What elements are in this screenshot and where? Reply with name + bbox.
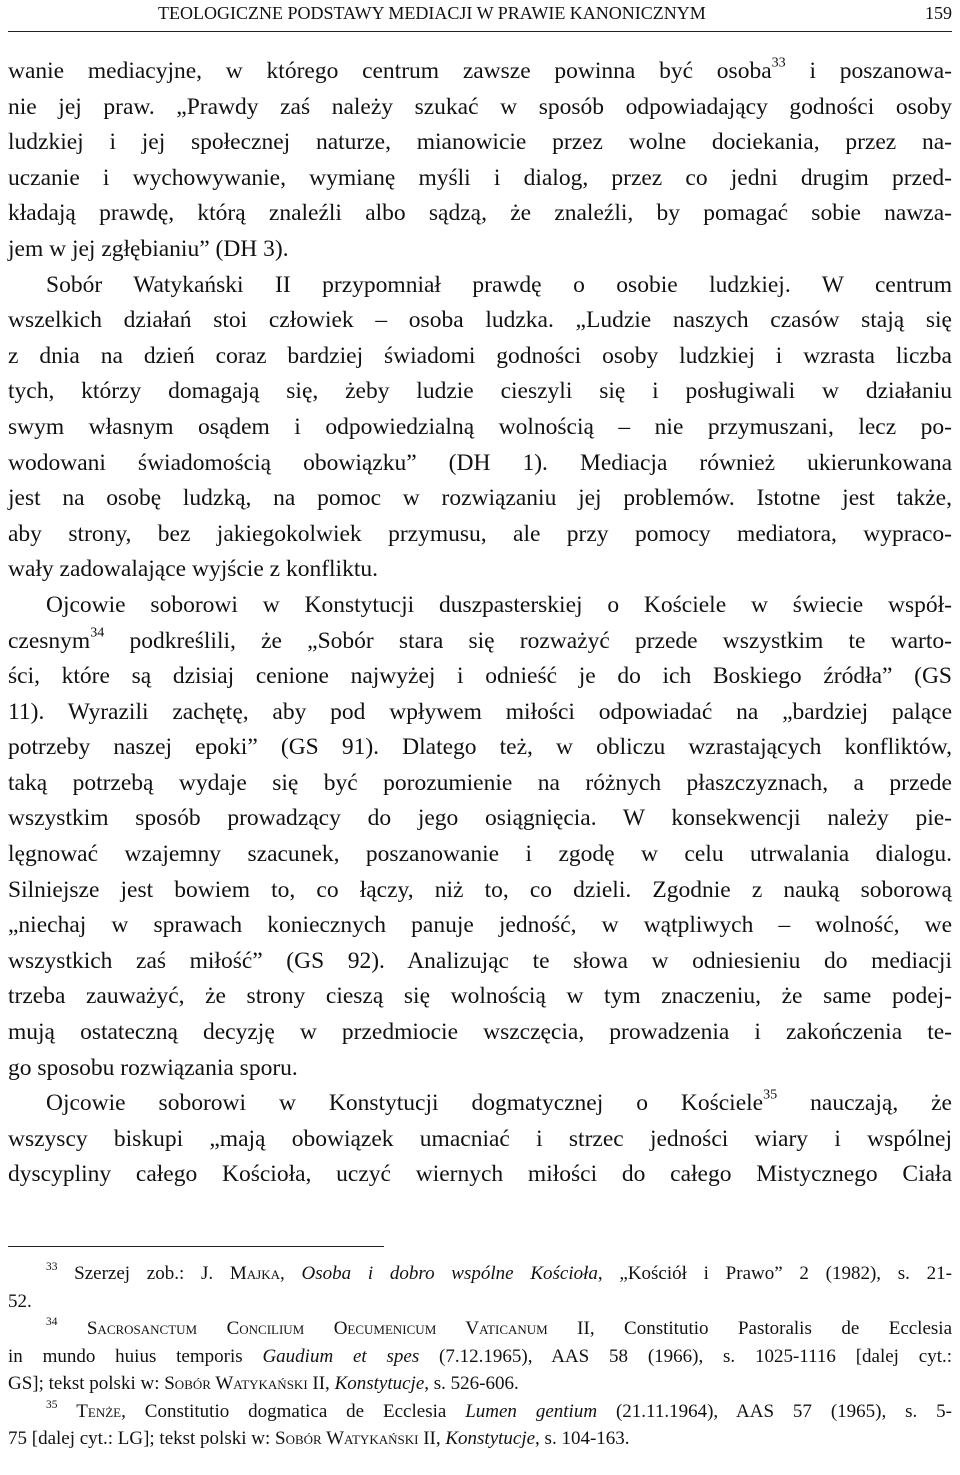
footnote-number: 35 bbox=[46, 1398, 58, 1411]
body-line: wszystkim sposób prowadzący do jego osiągnięcia. W konsekwencji należy pie- bbox=[8, 805, 952, 832]
body-line: z dnia na dzień coraz bardziej świadomi godności osoby ludzkiej i wzrasta liczba bbox=[8, 342, 952, 369]
body-line: lęgnować wzajemny szacunek, poszanowanie i zgodę w celu utrwalania dialogu. bbox=[8, 841, 952, 868]
body-line: kładają prawdę, którą znaleźli albo sądzą, że znaleźli, by pomagać sobie nawza- bbox=[8, 200, 952, 227]
footnotes bbox=[8, 1260, 952, 1453]
footnote-34-continued: in mundo huius temporis Gaudium et spes (7.12.1965), AAS 58 (1966), s. 1025-1116 [dalej cyt.: bbox=[8, 1345, 953, 1367]
body-line: tych, którzy domagają się, żeby ludzie cieszyli się i posługiwali w działaniu bbox=[8, 378, 952, 405]
body-line: wanie mediacyjne, w którego centrum zawsze powinna być osoba$^{33}$ i poszanowa- bbox=[8, 54, 952, 84]
body-line: trzeba zauważyć, że strony cieszą się wolnością w tym znaczeniu, że same podej- bbox=[8, 983, 952, 1010]
footnote-35-continued: 75 [dalej cyt.: LG]; tekst polski w: Sobór Watykański II, Konstytucje, s. 104-163. bbox=[8, 1428, 630, 1449]
footnote-number: 33 bbox=[46, 1260, 58, 1273]
body-line: mują ostateczną decyzję w przedmiocie wszczęcia, prowadzenia i zakończenia te- bbox=[8, 1019, 952, 1046]
body-line: swym własnym osądem i odpowiedzialną wolnością – nie przymuszani, lecz po- bbox=[8, 413, 952, 440]
body-line: wszelkich działań stoi człowiek – osoba ludzka. „Ludzie naszych czasów stają się bbox=[8, 307, 952, 334]
footnote-34: $^{34}$ Sacrosanctum Concilium Oecumenicum Vaticanum II, Constitutio Pastoralis de Ecclesia bbox=[46, 1315, 953, 1339]
body-line: taką potrzebą wydaje się być porozumienie na różnych płaszczyznach, a przede bbox=[8, 769, 952, 796]
footnote-35: $^{35}$ Tenże, Constitutio dogmatica de Ecclesia Lumen gentium (21.11.1964), AAS 57 (1965), s. 5- bbox=[46, 1398, 952, 1422]
body-line: ludzkiej i jej społecznej naturze, mianowicie przez wolne dociekania, przez na- bbox=[8, 129, 952, 156]
body-line: aby strony, bez jakiegokolwiek przymusu, ale przy pomocy mediatora, wypraco- bbox=[8, 520, 952, 547]
footnote-divider bbox=[8, 1246, 384, 1247]
header-divider bbox=[8, 31, 952, 32]
body-line: uczanie i wychowywanie, wymianę myśli i dialog, przez co jedni drugim przed- bbox=[8, 164, 952, 191]
body-line: jem w jej zgłębianiu” (DH 3). bbox=[8, 235, 289, 262]
body-line: potrzeby naszej epoki” (GS 91). Dlatego też, w obliczu wzrastających konfliktów, bbox=[8, 734, 952, 761]
body-line: Silniejsze jest bowiem to, co łączy, niż to, co dzieli. Zgodnie z nauką soborową bbox=[8, 876, 952, 903]
body-line: wodowani świadomością obowiązku” (DH 1). Mediacja również ukierunkowana bbox=[8, 449, 952, 476]
running-header bbox=[8, 2, 952, 26]
body-line: wszyscy biskupi „mają obowiązek umacniać i strzec jedności wiary i wspólnej bbox=[8, 1125, 952, 1152]
body-line: nie jej praw. „Prawdy zaś należy szukać w sposób odpowiadający godności osoby bbox=[8, 93, 952, 120]
footnote-ref: 33 bbox=[771, 54, 786, 71]
body-line: wały zadowalające wyjście z konfliktu. bbox=[8, 556, 378, 583]
body-line: go sposobu rozwiązania sporu. bbox=[8, 1054, 298, 1081]
page-number: 159 bbox=[925, 3, 952, 23]
body-line: Sobór Watykański II przypomniał prawdę o osobie ludzkiej. W centrum bbox=[46, 271, 952, 298]
footnote-34-continued: GS]; tekst polski w: Sobór Watykański II, Konstytucje, s. 526-606. bbox=[8, 1373, 519, 1394]
footnote-33: $^{33}$ Szerzej zob.: J. Majka, Osoba i dobro wspólne Kościoła, „Kościół i Prawo” 2 (1982), s. 21- bbox=[46, 1260, 953, 1284]
body-line: wszystkich zaś miłość” (GS 92). Analizując te słowa w odniesieniu do mediacji bbox=[8, 947, 952, 974]
body-line: czesnym$^{34}$ podkreślili, że „Sobór stara się rozważyć przede wszystkim te warto- bbox=[8, 624, 952, 654]
body-text bbox=[8, 54, 952, 1193]
footnote-ref: 34 bbox=[90, 624, 105, 641]
body-line: ści, które są dzisiaj cenione najwyżej i odnieść je do ich Boskiego źródła” (GS bbox=[8, 663, 952, 690]
body-line: Ojcowie soborowi w Konstytucji duszpasterskiej o Kościele w świecie współ- bbox=[46, 591, 952, 618]
body-line: „niechaj w sprawach koniecznych panuje jedność, w wątpliwych – wolność, we bbox=[8, 912, 952, 939]
running-title: TEOLOGICZNE PODSTAWY MEDIACJI W PRAWIE KANONICZNYM bbox=[158, 3, 706, 23]
body-line: Ojcowie soborowi w Konstytucji dogmatycznej o Kościele$^{35}$ nauczają, że bbox=[46, 1086, 952, 1117]
footnote-number: 34 bbox=[46, 1315, 58, 1328]
footnote-ref: 35 bbox=[763, 1086, 778, 1103]
footnote-33-continued: 52. bbox=[8, 1290, 32, 1312]
body-line: jest na osobę ludzką, na pomoc w rozwiązaniu jej problemów. Istotne jest także, bbox=[8, 485, 952, 512]
body-line: 11). Wyrazili zachętę, aby pod wpływem miłości odpowiadać na „bardziej palące bbox=[8, 698, 952, 725]
body-line: dyscypliny całego Kościoła, uczyć wiernych miłości do całego Mistycznego Ciała bbox=[8, 1161, 952, 1188]
